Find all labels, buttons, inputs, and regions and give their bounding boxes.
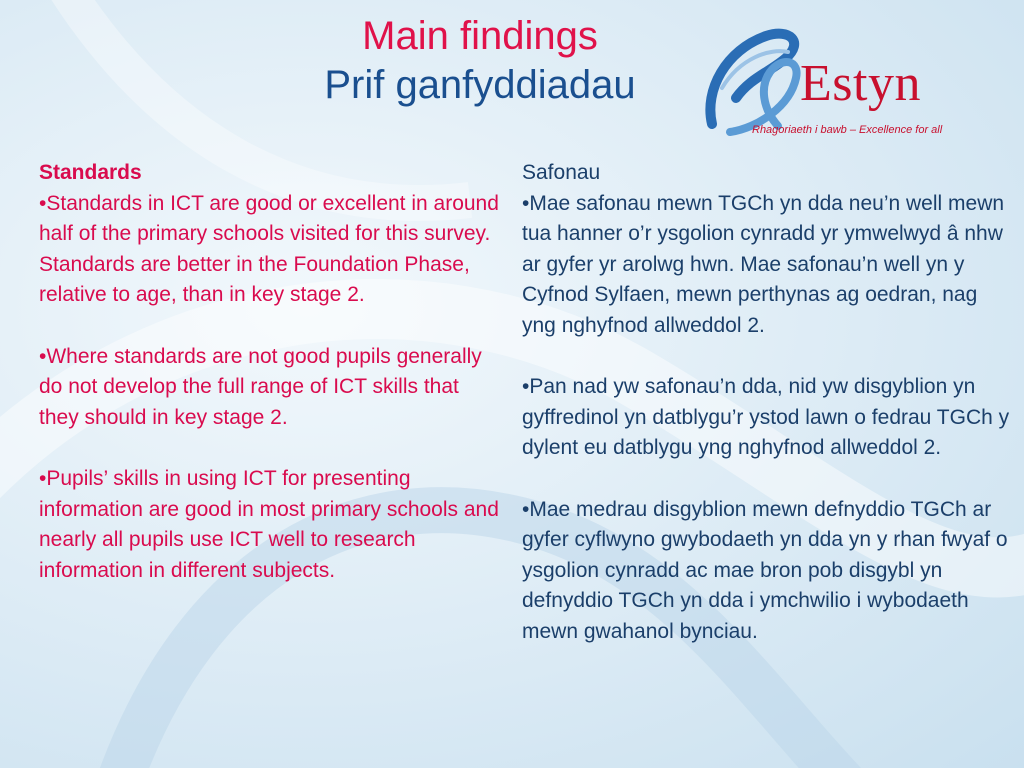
english-column — [39, 158, 499, 617]
english-heading: Standards — [39, 161, 142, 184]
logo-wordmark: Estyn — [800, 55, 921, 112]
estyn-logo — [700, 28, 980, 140]
title-welsh: Prif ganfyddiadau — [324, 63, 636, 107]
welsh-bullet-3: •Mae medrau disgyblion mewn defnyddio TGCh ar gyfer cyflwyno gwybodaeth yn dda yn y rhan fwyaf o ysgolion cynradd ac mae bron pob disgybl yn defnyddio TGCh yn dda i ymchwilio i wybodaeth mewn gwahanol bynciau. — [522, 497, 1008, 643]
english-bullet-1: •Standards in ICT are good or excellent in around half of the primary schools visited for this survey. Standards are better in the Foundation Phase, relative to age, than in key stage 2. — [39, 191, 499, 306]
logo-tagline: Rhagoriaeth i bawb – Excellence for all — [752, 124, 943, 136]
welsh-bullet-1: •Mae safonau mewn TGCh yn dda neu’n well mewn tua hanner o’r ysgolion cynradd yr ymwelwyd â nhw ar gyfer yr arolwg hwn. Mae safonau’n well yn y Cyfnod Sylfaen, mewn perthynas ag oedran, nag yng nghyfnod allweddol 2. — [522, 191, 1005, 337]
english-bullet-3: •Pupils’ skills in using ICT for presenting information are good in most primary schools and nearly all pupils use ICT well to research information in different subjects. — [39, 467, 499, 582]
welsh-heading: Safonau — [522, 161, 601, 184]
welsh-column — [522, 158, 1012, 678]
welsh-bullet-2: •Pan nad yw safonau’n dda, nid yw disgyblion yn gyffredinol yn datblygu’r ystod lawn o fedrau TGCh y dylent eu datblygu yng nghyfnod allweddol 2. — [522, 375, 1010, 459]
english-bullet-2: •Where standards are not good pupils generally do not develop the full range of ICT skills that they should in key stage 2. — [39, 344, 482, 429]
slide-title — [230, 12, 730, 110]
title-english: Main findings — [362, 14, 598, 58]
